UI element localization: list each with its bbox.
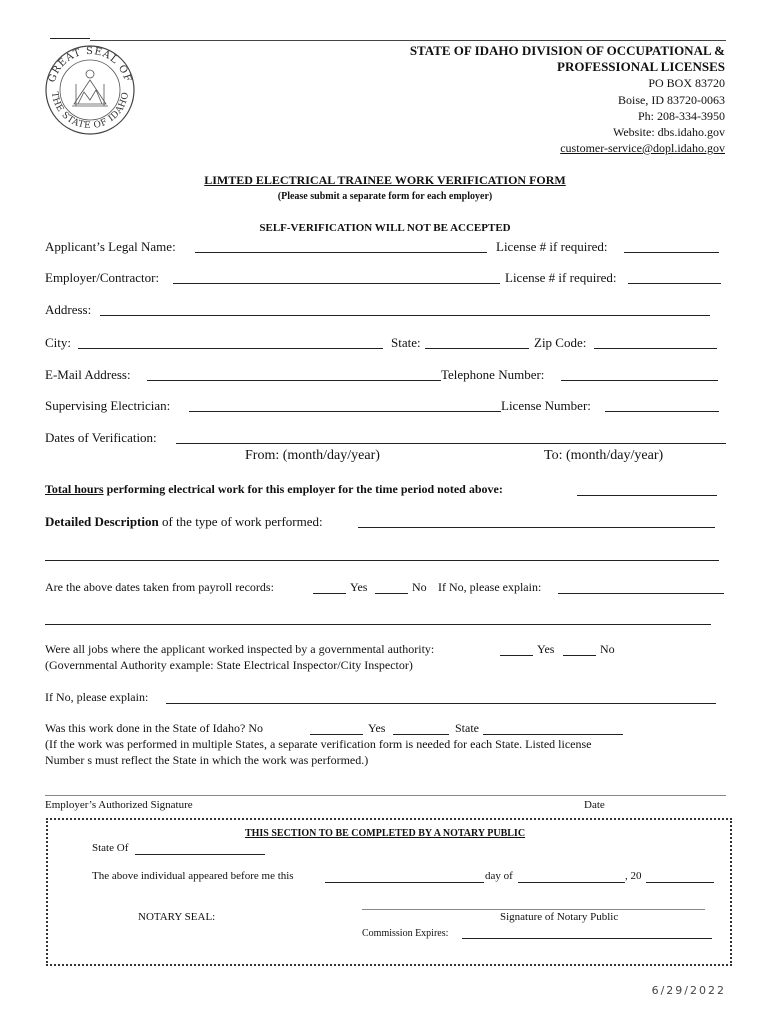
idaho-note-1: (If the work was performed in multiple States, a separate verification form is needed for each State. Listed license [45,737,592,751]
notary-section [46,818,732,966]
idaho-no-field[interactable] [310,734,363,735]
inspected-yes-field[interactable] [500,655,533,656]
commission-expires-field[interactable] [462,938,712,939]
idaho-state-label: State [455,721,479,735]
license-field-1[interactable] [624,252,719,253]
inspected-explain-label: If No, please explain: [45,690,149,704]
telephone-field[interactable] [561,380,718,381]
notary-year-prefix: , 20 [625,870,642,882]
payroll-explain-label: If No, please explain: [438,580,542,594]
email-label: E-Mail Address: [45,367,131,382]
description-field[interactable] [358,527,715,528]
commission-expires-label: Commission Expires: [362,928,449,939]
idaho-state-field[interactable] [483,734,623,735]
from-label: From: (month/day/year) [245,448,380,463]
payroll-explain-field[interactable] [558,593,724,594]
inspected-yes-label: Yes [537,642,555,656]
agency-city: Boise, ID 83720-0063 [618,93,725,107]
agency-line2: PROFESSIONAL LICENSES [557,59,725,74]
employer-label: Employer/Contractor: [45,270,160,285]
total-hours-rest: performing electrical work for this employer for the time period noted above: [106,482,503,496]
license-required-label-1: License # if required: [496,239,608,254]
description-rest: of the type of work performed: [161,514,323,529]
license-number-field[interactable] [605,411,719,412]
notary-signature-field[interactable] [362,909,705,910]
notary-heading: THIS SECTION TO BE COMPLETED BY A NOTARY PUBLIC [244,828,526,839]
payroll-no-field[interactable] [375,593,408,594]
notary-year-field[interactable] [646,882,714,883]
notary-signature-label: Signature of Notary Public [500,911,619,923]
total-hours-label [45,482,503,497]
license-required-label-2: License # if required: [505,270,617,285]
dates-field[interactable] [176,443,726,444]
zip-label: Zip Code: [534,335,587,350]
city-field[interactable] [78,348,383,349]
inspected-question: Were all jobs where the applicant worked inspected by a governmental authority: [45,642,435,656]
form-subtitle: (Please submit a separate form for each employer) [277,191,493,202]
agency-line1: STATE OF IDAHO DIVISION OF OCCUPATIONAL & [409,43,725,58]
state-label: State: [391,335,421,350]
idaho-note-2: Number s must reflect the State in which the work was performed.) [45,753,369,767]
notary-seal-label: NOTARY SEAL: [138,911,216,923]
signature-date-label: Date [584,799,605,811]
employer-signature-label: Employer’s Authorized Signature [45,799,193,811]
supervising-label: Supervising Electrician: [45,398,171,413]
idaho-question: Was this work done in the State of Idaho? No [45,721,263,735]
seal-bottom-text: THE STATE OF IDAHO [48,91,132,132]
description-field-2[interactable] [45,560,719,561]
seal-top-text: GREAT SEAL OF [46,45,134,84]
notary-appeared-label: The above individual appeared before me this [92,870,294,882]
self-verification-warning: SELF-VERIFICATION WILL NOT BE ACCEPTED [259,222,511,234]
idaho-yes-field[interactable] [393,734,449,735]
address-field[interactable] [100,315,710,316]
address-label: Address: [45,302,92,317]
employer-signature-field[interactable] [45,795,726,796]
city-label: City: [45,335,72,350]
state-field[interactable] [425,348,529,349]
top-rule-short [50,38,90,39]
payroll-yes-label: Yes [350,580,368,594]
applicant-name-field[interactable] [195,252,487,253]
license-field-2[interactable] [628,283,721,284]
payroll-explain-field-2[interactable] [45,624,711,625]
payroll-question: Are the above dates taken from payroll records: [45,580,274,594]
payroll-yes-field[interactable] [313,593,346,594]
notary-day-field[interactable] [325,882,484,883]
total-hours-underlined: Total hours [45,482,104,496]
agency-po-box: PO BOX 83720 [648,76,725,90]
applicant-name-label: Applicant’s Legal Name: [45,239,176,254]
telephone-label: Telephone Number: [441,367,545,382]
description-label [45,514,323,530]
idaho-yes-label: Yes [368,721,386,735]
inspected-explain-field[interactable] [166,703,716,704]
agency-phone: Ph: 208-334-3950 [638,109,725,123]
notary-month-field[interactable] [518,882,625,883]
notary-state-field[interactable] [135,854,265,855]
zip-field[interactable] [594,348,717,349]
notary-state-of-label: State Of [92,842,129,854]
license-number-label: License Number: [501,398,591,413]
to-label: To: (month/day/year) [544,448,664,463]
dates-label: Dates of Verification: [45,430,157,445]
total-hours-field[interactable] [577,495,717,496]
state-seal-icon [44,44,136,136]
inspected-example: (Governmental Authority example: State Electrical Inspector/City Inspector) [45,658,413,672]
agency-email[interactable]: customer-service@dopl.idaho.gov [560,141,725,155]
description-bold: Detailed Description [45,514,159,529]
email-field[interactable] [147,380,441,381]
form-title: LIMTED ELECTRICAL TRAINEE WORK VERIFICATION FORM [204,173,566,187]
footer-date: 6/29/2022 [651,984,726,997]
top-rule [90,40,726,41]
supervising-field[interactable] [189,411,501,412]
inspected-no-label: No [600,642,615,656]
notary-day-of-label: day of [485,870,513,882]
payroll-no-label: No [412,580,427,594]
inspected-no-field[interactable] [563,655,596,656]
agency-website[interactable]: Website: dbs.idaho.gov [612,125,725,139]
employer-field[interactable] [173,283,500,284]
